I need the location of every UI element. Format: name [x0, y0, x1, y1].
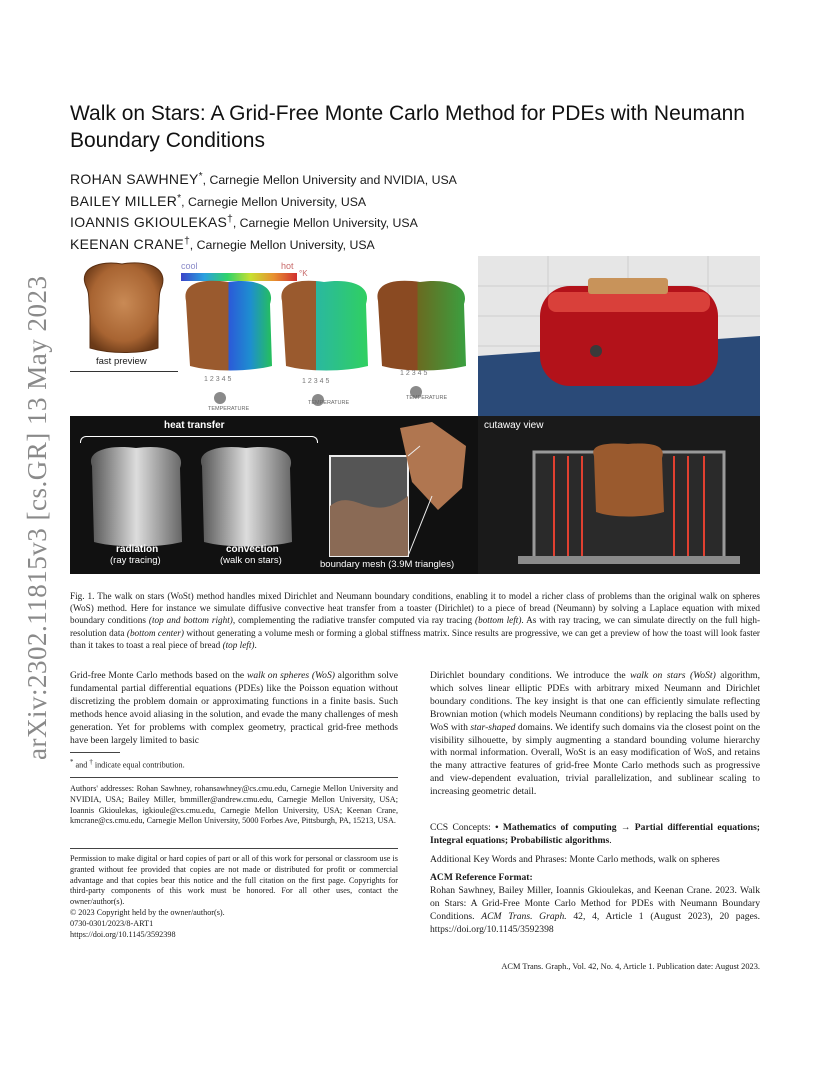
hot-label: hot: [281, 261, 294, 271]
author-affiliation: , Carnegie Mellon University, USA: [189, 237, 375, 252]
permission-text: Permission to make digital or hard copies of part or all of this work for personal or classroom use is granted without fee provided that copies are not made or distributed for profit or commercial advantage and that copies bear this notice and the full citation on the first page. Copyrights for third-party components of this work must be honored. For all other uses, contact the owner/author(s).: [70, 854, 398, 907]
author-affiliation: , Carnegie Mellon University and NVIDIA, USA: [202, 173, 457, 188]
author-name: BAILEY MILLER: [70, 192, 178, 209]
abstract-text: walk on stars (WoSt): [630, 670, 716, 681]
copyright-text: © 2023 Copyright held by the owner/author(s).: [70, 907, 225, 917]
abstract-text: domains. We identify such domains via the closest point on the visibility silhouette, by simply augmenting a standard bounding volume hierarchy with normal information. Overall, WoSt is an easy modification of WoS, and retains the many attractive features of grid-free Monte Carlo methods such as progressive and view-dependent evaluation, trivial parallelization, and sublinear scaling to increasing geometric detail.: [430, 721, 760, 798]
author-name: KEENAN CRANE: [70, 235, 185, 252]
radiation-label: radiation: [116, 544, 159, 555]
author-line: [70, 233, 457, 255]
ccs-concepts: CCS Concepts: • Mathematics of computing → Partial differential equations; Integral equations; Probabilistic algorithms.: [430, 822, 760, 846]
temperature-label: TEMPERATURE: [406, 395, 448, 401]
paper-title: Walk on Stars: A Grid-Free Monte Carlo Method for PDEs with Neumann Boundary Conditions: [70, 102, 745, 152]
cool-label: cool: [181, 261, 198, 271]
doi-link[interactable]: https://doi.org/10.1145/3592398: [70, 929, 176, 939]
fast-preview-panel: [70, 256, 178, 371]
ray-tracing-label: (ray tracing): [110, 555, 161, 566]
bread-preview-image: [70, 256, 178, 371]
issn-text: 0730-0301/2023/8-ART1: [70, 918, 154, 928]
abstract-text: algorithm, which solves linear elliptic PDEs with arbitrary mixed Neumann and Dirichlet boundary conditions. The key insight is that one can efficiently simulate reflecting Brownian motion (which models Neumann conditions) by replacing the balls used by WoS with: [430, 670, 760, 733]
temperature-label: TEMPERATURE: [308, 400, 350, 406]
preview-divider: [70, 371, 178, 372]
convection-label: convection: [226, 544, 279, 555]
unit-label: °K: [299, 269, 308, 278]
heat-slices-panel: [178, 256, 478, 416]
teaser-figure: [70, 256, 760, 574]
caption-text: (top left): [222, 639, 255, 650]
addresses-rule: [70, 777, 398, 778]
cutaway-view-label: cutaway view: [484, 420, 544, 431]
dial-numbers: 1 2 3 4 5: [204, 376, 232, 383]
author-mark: †: [184, 235, 190, 247]
caption-text: . As with ray tracing, we can simulate directly on the full high-resolution data: [70, 615, 761, 638]
boundary-mesh-label: boundary mesh (3.9M triangles): [320, 559, 455, 570]
caption-text: , complementing the radiative transfer computed via ray tracing: [232, 615, 476, 626]
heat-transfer-label: heat transfer: [164, 420, 225, 431]
footnote: * and † indicate equal contribution.: [70, 759, 185, 770]
abstract-left: [70, 670, 398, 747]
keywords: Additional Key Words and Phrases: Monte Carlo methods, walk on spheres: [430, 854, 720, 865]
figure-caption: [70, 590, 760, 651]
permission-block: [70, 854, 398, 940]
heat-slice-images: [178, 256, 478, 416]
caption-text: (top and bottom right): [148, 615, 233, 626]
acm-reference: ACM Reference Format: Rohan Sawhney, Bailey Miller, Ioannis Gkioulekas, and Keenan Crane. 2023. Walk on Stars: A Grid-Free Monte Carlo Method for PDEs with Neumann Boundary Conditions. ACM Trans. Graph. 42, 4, Article 1 (August 2023), 20 pages. https://doi.org/10.1145/3592398: [430, 872, 760, 935]
author-line: [70, 168, 457, 190]
abstract-text: Dirichlet boundary conditions. We introduce the: [430, 670, 631, 681]
caption-text: without generating a volume mesh or forming a global stiffness matrix. Since results are progressive, we can get a preview of how the toast will look faster than it takes to toast a real piece of bread: [70, 627, 760, 650]
arxiv-stamp: arXiv:2302.11815v3 [cs.GR] 13 May 2023: [22, 275, 52, 760]
author-addresses: Authors' addresses: Rohan Sawhney, rohansawhney@cs.cmu.edu, Carnegie Mellon University and NVIDIA, USA; Bailey Miller, bmmiller@andrew.cmu.edu, Carnegie Mellon University, USA; Ioannis Gkioulekas, igkioule@cs.cmu.edu, Carnegie Mellon University, USA; Keenan Crane, kmcrane@cs.cmu.edu, Carnegie Mellon University, 5000 Forbes Ave, Pittsburgh, PA, 15213, USA.: [70, 784, 398, 826]
cutaway-image: [478, 416, 760, 574]
caption-text: (bottom center): [126, 627, 184, 638]
caption-text: (bottom left): [475, 615, 522, 626]
heat-transfer-panel: [70, 416, 478, 574]
author-name: ROHAN SAWHNEY: [70, 171, 199, 188]
caption-text: The walk on stars (WoSt) method handles mixed Dirichlet and Neumann boundary conditions, enabling it to model a richer class of problems than the original walk on spheres (WoS) method. Here for instance we simulate diffusive convective heat transfer from a toaster (Dirichlet) to a piece of bread (Neumann) by solving a Laplace equation with mixed boundary conditions: [70, 591, 761, 626]
abstract-text: algorithm solve fundamental partial differential equations (PDEs) like the Poisson equation without discretizing the problem domain or approximating functions in a finite basis. Such methods hence avoid aliasing in the solution, and evade the many challenges of mesh generation. Yet for problems with complex geometry, practical grid-free methods have been largely limited to basic: [70, 670, 398, 746]
abstract-text: Grid-free Monte Carlo methods based on the: [70, 670, 247, 681]
temperature-label: TEMPERATURE: [208, 406, 250, 412]
caption-label: Fig. 1.: [70, 591, 95, 601]
author-affiliation: , Carnegie Mellon University, USA: [232, 216, 418, 231]
author-mark: *: [177, 192, 182, 204]
toaster-photo: [478, 256, 760, 416]
page-footer: ACM Trans. Graph., Vol. 42, No. 4, Article 1. Publication date: August 2023.: [501, 962, 760, 971]
caption-text: .: [254, 639, 257, 650]
footnote-rule: [70, 752, 120, 753]
author-line: [70, 190, 457, 212]
acm-reference-heading: ACM Reference Format:: [430, 872, 533, 883]
author-affiliation: , Carnegie Mellon University, USA: [181, 194, 367, 209]
abstract-right: [430, 670, 760, 799]
dial-numbers: 1 2 3 4 5: [302, 378, 330, 385]
author-line: [70, 211, 457, 233]
author-list: [70, 168, 457, 254]
author-mark: *: [198, 171, 203, 182]
cutaway-panel: [478, 416, 760, 574]
toaster-image: [478, 256, 760, 416]
abstract-text: walk on spheres (WoS): [246, 670, 335, 681]
author-name: IOANNIS GKIOULEKAS: [70, 214, 228, 231]
permission-rule: [70, 848, 398, 849]
author-mark: †: [227, 214, 233, 226]
fast-preview-label: fast preview: [96, 356, 147, 367]
walk-on-stars-label: (walk on stars): [220, 555, 282, 566]
abstract-text: star-shaped: [470, 721, 516, 733]
dial-numbers: 1 2 3 4 5: [400, 370, 428, 377]
